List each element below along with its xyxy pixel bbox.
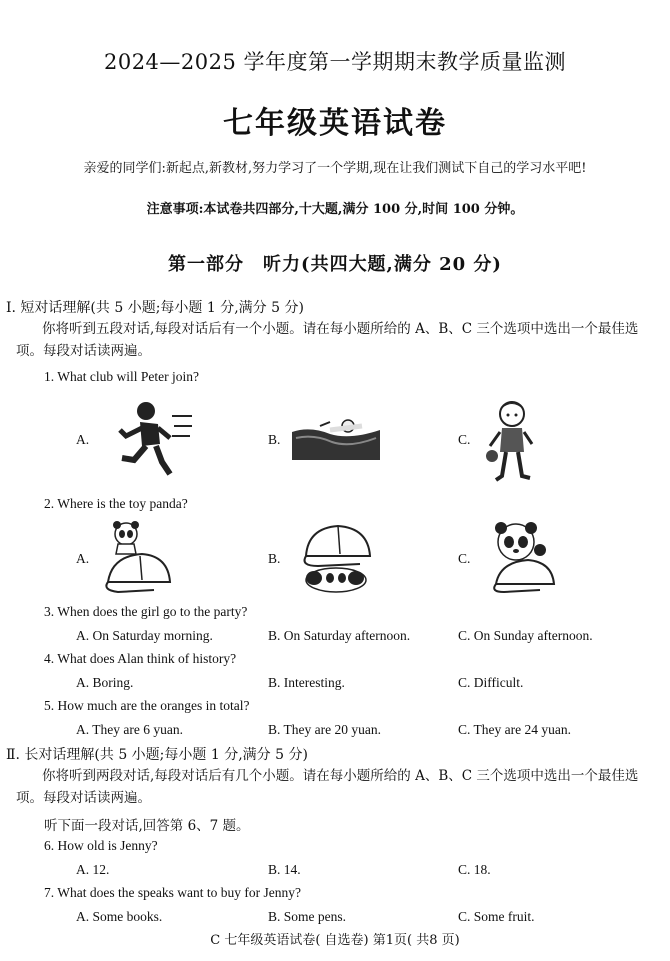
question-6-option-b: B. 14.: [268, 862, 301, 877]
swimmer-image: [290, 416, 382, 462]
panda-beside-cap-image: [98, 520, 178, 596]
question-7-option-a: A. Some books.: [76, 909, 163, 924]
section-one-instruction: 你将听到五段对话,每段对话后有一个小题。请在每小题所给的 A、B、C 三个选项中选出一个最佳选项。每段对话读两遍。: [16, 321, 639, 359]
basketball-player-image: [484, 398, 540, 484]
panda-under-cap-image: [300, 522, 378, 596]
question-1-option-a: A.: [76, 432, 90, 447]
question-2-stem: 2. Where is the toy panda?: [44, 496, 188, 511]
question-7-stem: 7. What does the speaks want to buy for Jenny?: [44, 885, 301, 900]
question-4-option-a: A. Boring.: [76, 675, 134, 690]
section-one-title: Ⅰ. 短对话理解(共 5 小题;每小题 1 分,满分 5 分): [6, 300, 304, 316]
question-6-option-a: A. 12.: [76, 862, 110, 877]
question-3-option-a: A. On Saturday morning.: [76, 628, 213, 643]
question-5-stem: 5. How much are the oranges in total?: [44, 698, 250, 713]
question-1-option-b: B.: [268, 432, 281, 447]
question-2-option-b: B.: [268, 551, 281, 566]
question-6-option-c: C. 18.: [458, 862, 491, 877]
runner-image: [112, 396, 194, 478]
question-3-option-b: B. On Saturday afternoon.: [268, 628, 411, 643]
question-3-stem: 3. When does the girl go to the party?: [44, 604, 248, 619]
part-one-title: 第一部分 听力(共四大题,满分 20 分): [168, 254, 502, 275]
question-2-option-c: C.: [458, 551, 471, 566]
section-two-instruction: 你将听到两段对话,每段对话后有几个小题。请在每小题所给的 A、B、C 三个选项中选出一个最佳选项。每段对话读两遍。: [16, 768, 639, 806]
question-1-option-c: C.: [458, 432, 471, 447]
question-7-option-b: B. Some pens.: [268, 909, 347, 924]
question-4-option-c: C. Difficult.: [458, 675, 524, 690]
question-2-option-a: A.: [76, 551, 90, 566]
exam-title: 2024—2025 学年度第一学期期末教学质量监测: [103, 50, 567, 74]
question-7-option-c: C. Some fruit.: [458, 909, 535, 924]
paper-title: 七年级英语试卷: [223, 106, 447, 141]
notice-text: 注意事项:本试卷共四部分,十大题,满分 100 分,时间 100 分钟。: [146, 202, 524, 217]
question-6-stem: 6. How old is Jenny?: [44, 838, 158, 853]
section-two-lead: 听下面一段对话,回答第 6、7 题。: [44, 818, 250, 834]
page-footer: C 七年级英语试卷( 自选卷) 第1页( 共8 页): [210, 933, 460, 948]
question-5-option-a: A. They are 6 yuan.: [76, 722, 183, 737]
question-5-option-c: C. They are 24 yuan.: [458, 722, 571, 737]
greeting-text: 亲爱的同学们:新起点,新教材,努力学习了一个学期,现在让我们测试下自己的学习水平吧!: [83, 161, 587, 176]
question-4-option-b: B. Interesting.: [268, 675, 345, 690]
question-1-stem: 1. What club will Peter join?: [44, 369, 199, 384]
question-4-stem: 4. What does Alan think of history?: [44, 651, 237, 666]
section-two-title: Ⅱ. 长对话理解(共 5 小题;每小题 1 分,满分 5 分): [6, 747, 308, 763]
question-5-option-b: B. They are 20 yuan.: [268, 722, 381, 737]
panda-on-cap-image: [486, 520, 562, 596]
question-3-option-c: C. On Sunday afternoon.: [458, 628, 593, 643]
